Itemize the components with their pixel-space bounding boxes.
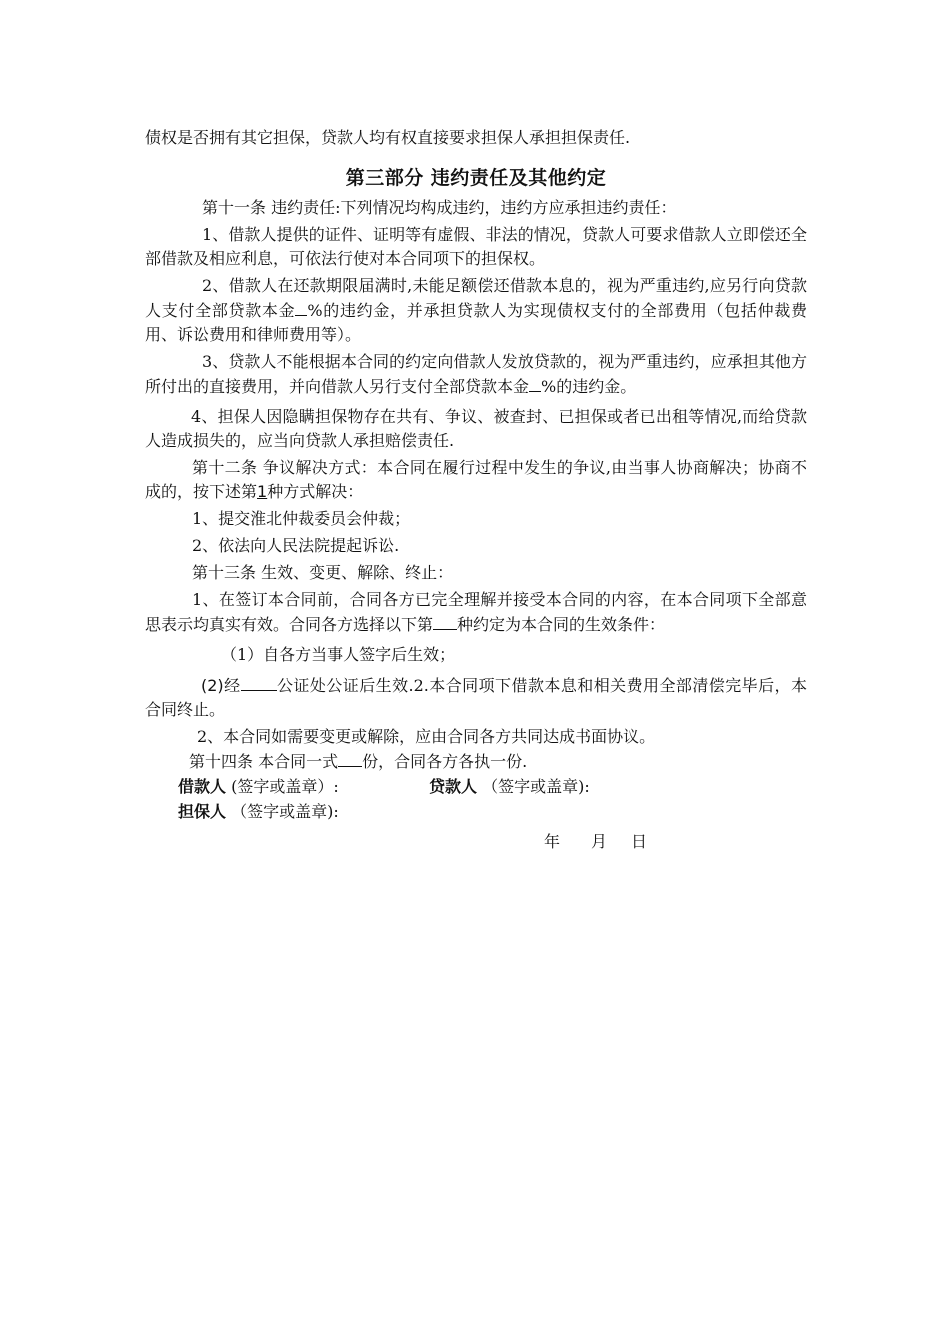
article-11-item-1: 1、借款人提供的证件、证明等有虚假、非法的情况，贷款人可要求借款人立即偿还全部借款及相应利息，可依法行使对本合同项下的担保权。	[145, 225, 807, 268]
article-12-heading	[145, 456, 807, 504]
intro-paragraph	[145, 126, 807, 150]
signature-row-1	[145, 775, 807, 799]
date-year: 年	[544, 832, 561, 851]
article-11-item-3-text-a: 3、贷款人不能根据本合同的约定向借款人发放贷款的，视为严重违约，应承担其他方所付出的直接费用，并向借款人另行支付全部贷款本金	[145, 352, 807, 396]
section-title: 第三部分 违约责任及其他约定	[345, 167, 607, 189]
borrower-label: 借款人	[178, 777, 227, 796]
article-12-heading-text-b: 种方式解决：	[267, 482, 364, 501]
article-13-item-2: 2、本合同如需要变更或解除，应由合同各方共同达成书面协议。	[197, 727, 656, 746]
article-11-item-4: 4、担保人因隐瞒担保物存在共有、争议、被查封、已担保或者已出租等情况,而给贷款人造成损失的，应当向贷款人承担赔偿责任.	[145, 407, 807, 450]
article-13-item-1-text-a: 1、在签订本合同前，合同各方已完全理解并接受本合同的内容，在本合同项下全部意思表示均真实有效。合同各方选择以下第	[145, 590, 807, 634]
article-12-option-2: 2、依法向人民法院提起诉讼.	[192, 536, 400, 555]
lender-signature	[429, 775, 590, 799]
article-13-heading: 第十三条 生效、变更、解除、终止：	[192, 563, 454, 582]
article-13-condition-2	[145, 673, 807, 722]
article-14-text	[145, 749, 807, 774]
borrower-note: (签字或盖章）:	[226, 777, 339, 796]
intro-text: 债权是否拥有其它担保，贷款人均有权直接要求担保人承担担保责任.	[145, 128, 631, 147]
notary-office-blank	[241, 673, 277, 691]
date-line	[145, 826, 807, 856]
guarantor-note: （签字或盖章):	[226, 802, 339, 821]
article-13-condition-1: （1）自各方当事人签字后生效；	[221, 645, 456, 664]
article-11-item-2	[145, 274, 807, 347]
article-14-text-b: 份，合同各方各执一份.	[362, 752, 528, 771]
contract-body	[145, 126, 807, 856]
signature-row-2	[145, 800, 807, 824]
date-day: 日	[631, 832, 648, 851]
copies-count-blank	[338, 749, 362, 767]
article-13-condition-2-text: 公证处公证后生效.2.本合同项下借款本息和相关费用全部清偿完毕后，本合同终止。	[145, 676, 807, 719]
article-13-item-1	[145, 588, 807, 637]
date-month: 月	[591, 832, 608, 851]
lender-label: 贷款人	[429, 777, 478, 796]
article-13-condition-2-prefix: (2)经	[201, 676, 241, 695]
article-11-item-3	[145, 350, 807, 399]
penalty-rate-blank-1	[295, 298, 307, 316]
article-11-heading: 第十一条 违约责任:下列情况均构成违约，违约方应承担违约责任：	[202, 198, 677, 217]
dispute-method-choice: 1	[257, 482, 268, 501]
borrower-signature	[178, 775, 339, 799]
guarantor-signature	[178, 800, 339, 824]
article-11-item-3-text-b: %的违约金。	[541, 377, 637, 396]
penalty-rate-blank-2	[529, 374, 541, 392]
article-14-text-a: 第十四条 本合同一式	[189, 752, 339, 771]
lender-note: （签字或盖章):	[477, 777, 590, 796]
article-12-heading-text-a: 第十二条 争议解决方式：本合同在履行过程中发生的争议,由当事人协商解决；协商不成的，按下述第	[145, 458, 807, 501]
article-11-item-2-text-a: 2、借款人在还款期限届满时,未能足额偿还借款本息的，视为严重违约,应另行向贷款人支付全部贷款本金	[145, 276, 807, 320]
effect-condition-blank	[433, 612, 457, 630]
guarantor-label: 担保人	[178, 802, 227, 821]
article-13-item-1-text-b: 种约定为本合同的生效条件：	[457, 615, 666, 634]
article-12-option-1: 1、提交淮北仲裁委员会仲裁；	[192, 509, 411, 528]
article-11-item-2-text-b: %的违约金，并承担贷款人为实现债权支付的全部费用（包括仲裁费用、诉讼费用和律师费用等）。	[145, 301, 807, 344]
